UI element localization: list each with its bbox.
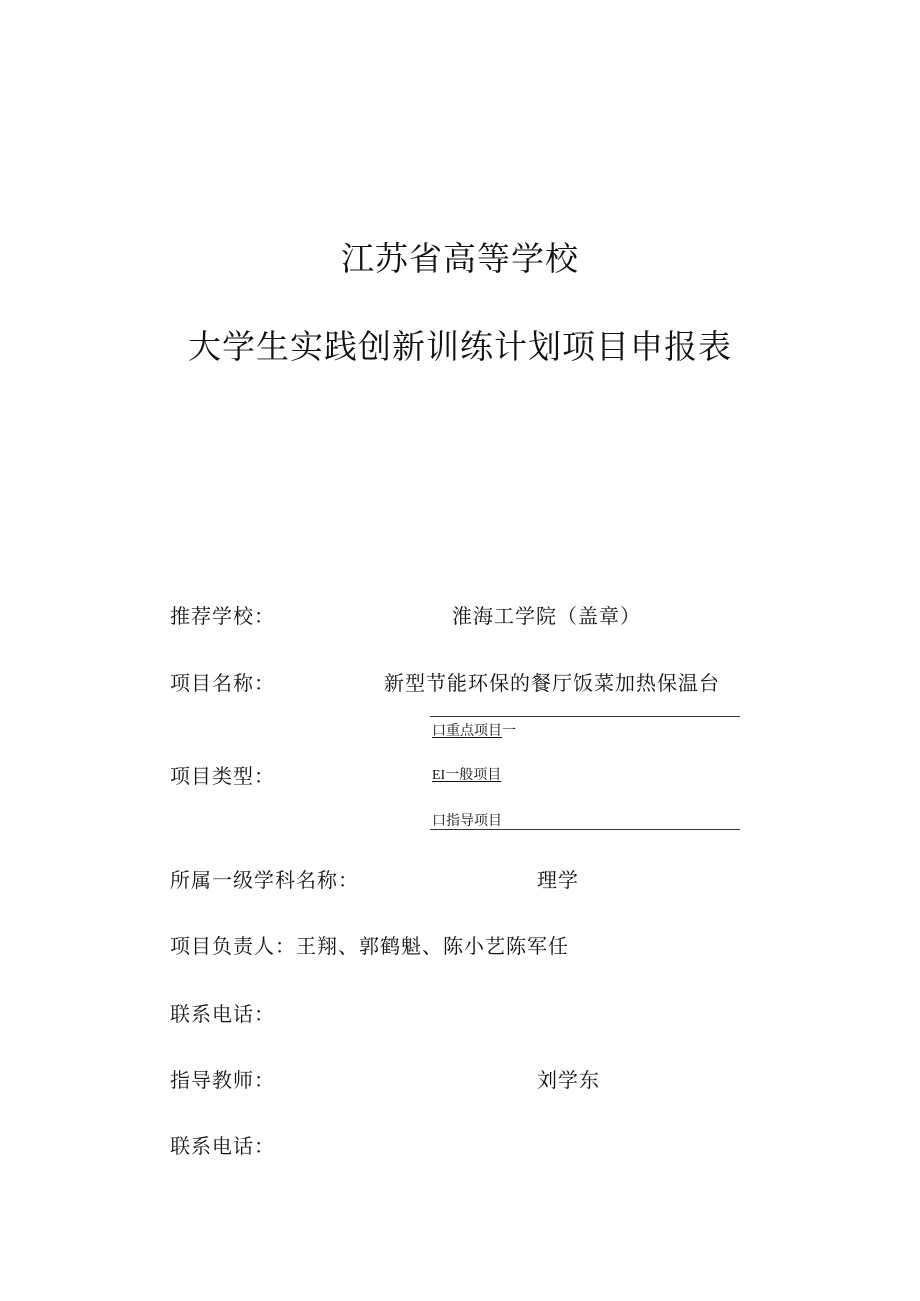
- project-type-option-guided: [432, 810, 502, 830]
- school-value: 淮海工学院（盖章）: [452, 604, 641, 628]
- discipline-label: 所属一级学科名称：: [170, 868, 359, 892]
- project-type-top-rule: [430, 716, 740, 717]
- project-type-option-general: [432, 764, 501, 784]
- project-name-value: 新型节能环保的餐厅饭菜加热保温台: [384, 671, 720, 695]
- school-label: 推荐学校：: [170, 604, 275, 628]
- project-type-label: 项目类型：: [170, 764, 275, 788]
- option-key-text: 口重点项目: [432, 724, 502, 739]
- leader-label: 项目负责人：: [170, 934, 296, 958]
- project-type-option-key: [432, 720, 516, 740]
- project-name-label: 项目名称：: [170, 671, 275, 695]
- contact-phone-2-label: 联系电话：: [170, 1134, 275, 1158]
- contact-phone-1-label: 联系电话：: [170, 1002, 275, 1026]
- option-general-text: EI一般项目: [432, 768, 502, 783]
- project-type-bottom-rule: [430, 829, 740, 830]
- leader-value: 王翔、郭鹤魁、陈小艺陈军任: [296, 934, 569, 958]
- advisor-label: 指导教师：: [170, 1068, 275, 1092]
- advisor-value: 刘学东: [537, 1068, 600, 1092]
- document-title-line-2: 大学生实践创新训练计划项目申报表: [188, 327, 732, 366]
- option-key-suffix: 一: [502, 724, 516, 739]
- discipline-value: 理学: [537, 868, 579, 892]
- option-guided-text: 口指导项目: [432, 814, 502, 829]
- leader-row: [170, 930, 569, 959]
- document-title-line-1: 江苏省高等学校: [341, 239, 579, 278]
